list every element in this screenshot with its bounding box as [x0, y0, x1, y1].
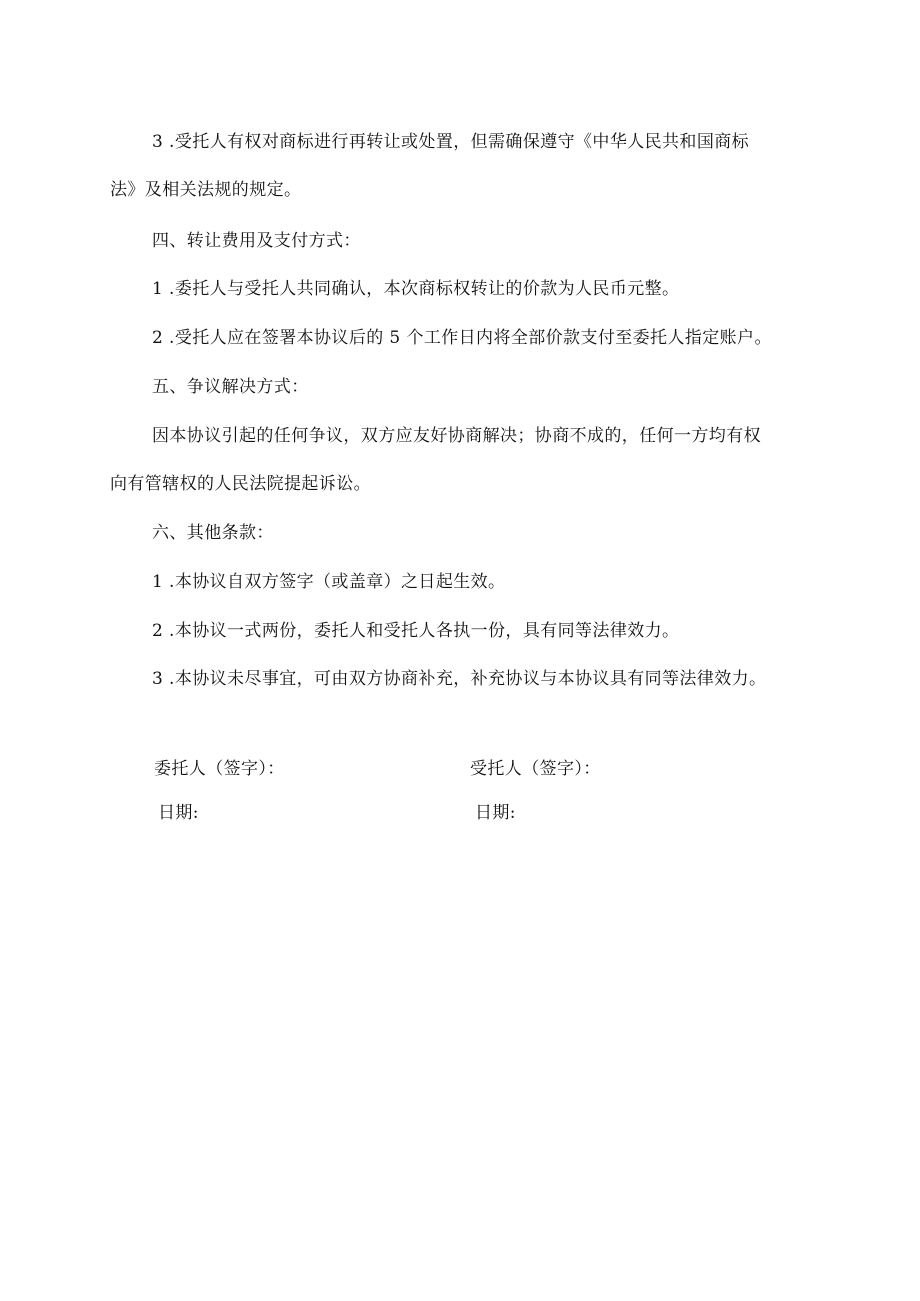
section-6-item-2: 2 .本协议一式两份，委托人和受托人各执一份，具有同等法律效力。 — [152, 621, 680, 641]
section-6-item-1: 1 .本协议自双方签字（或盖章）之日起生效。 — [152, 572, 506, 592]
section-4-item-1: 1 .委托人与受托人共同确认，本次商标权转让的价款为人民币元整。 — [152, 279, 680, 299]
section-5-line-1: 因本协议引起的任何争议，双方应友好协商解决；协商不成的，任何一方均有权 — [152, 426, 761, 446]
section-6-heading: 六、其他条款： — [152, 523, 274, 543]
principal-signature-label: 委托人（签字）： — [154, 759, 285, 779]
agent-date-label: 日期: — [475, 803, 516, 823]
clause-3-line-1: 3 .受托人有权对商标进行再转让或处置，但需确保遵守《中华人民共和国商标 — [152, 132, 750, 152]
clause-3-line-2: 法》及相关法规的规定。 — [110, 180, 302, 200]
agent-signature-label: 受托人（签字）： — [470, 759, 601, 779]
section-5-line-2: 向有管辖权的人民法院提起诉讼。 — [110, 474, 371, 494]
section-4-item-2: 2 .受托人应在签署本协议后的 5 个工作日内将全部价款支付至委托人指定账户。 — [152, 328, 772, 348]
section-4-heading: 四、转让费用及支付方式： — [152, 231, 361, 251]
section-6-item-3: 3 .本协议未尽事宜，可由双方协商补充，补充协议与本协议具有同等法律效力。 — [152, 669, 767, 689]
section-5-heading: 五、争议解决方式： — [152, 377, 309, 397]
principal-date-label: 日期: — [158, 803, 199, 823]
